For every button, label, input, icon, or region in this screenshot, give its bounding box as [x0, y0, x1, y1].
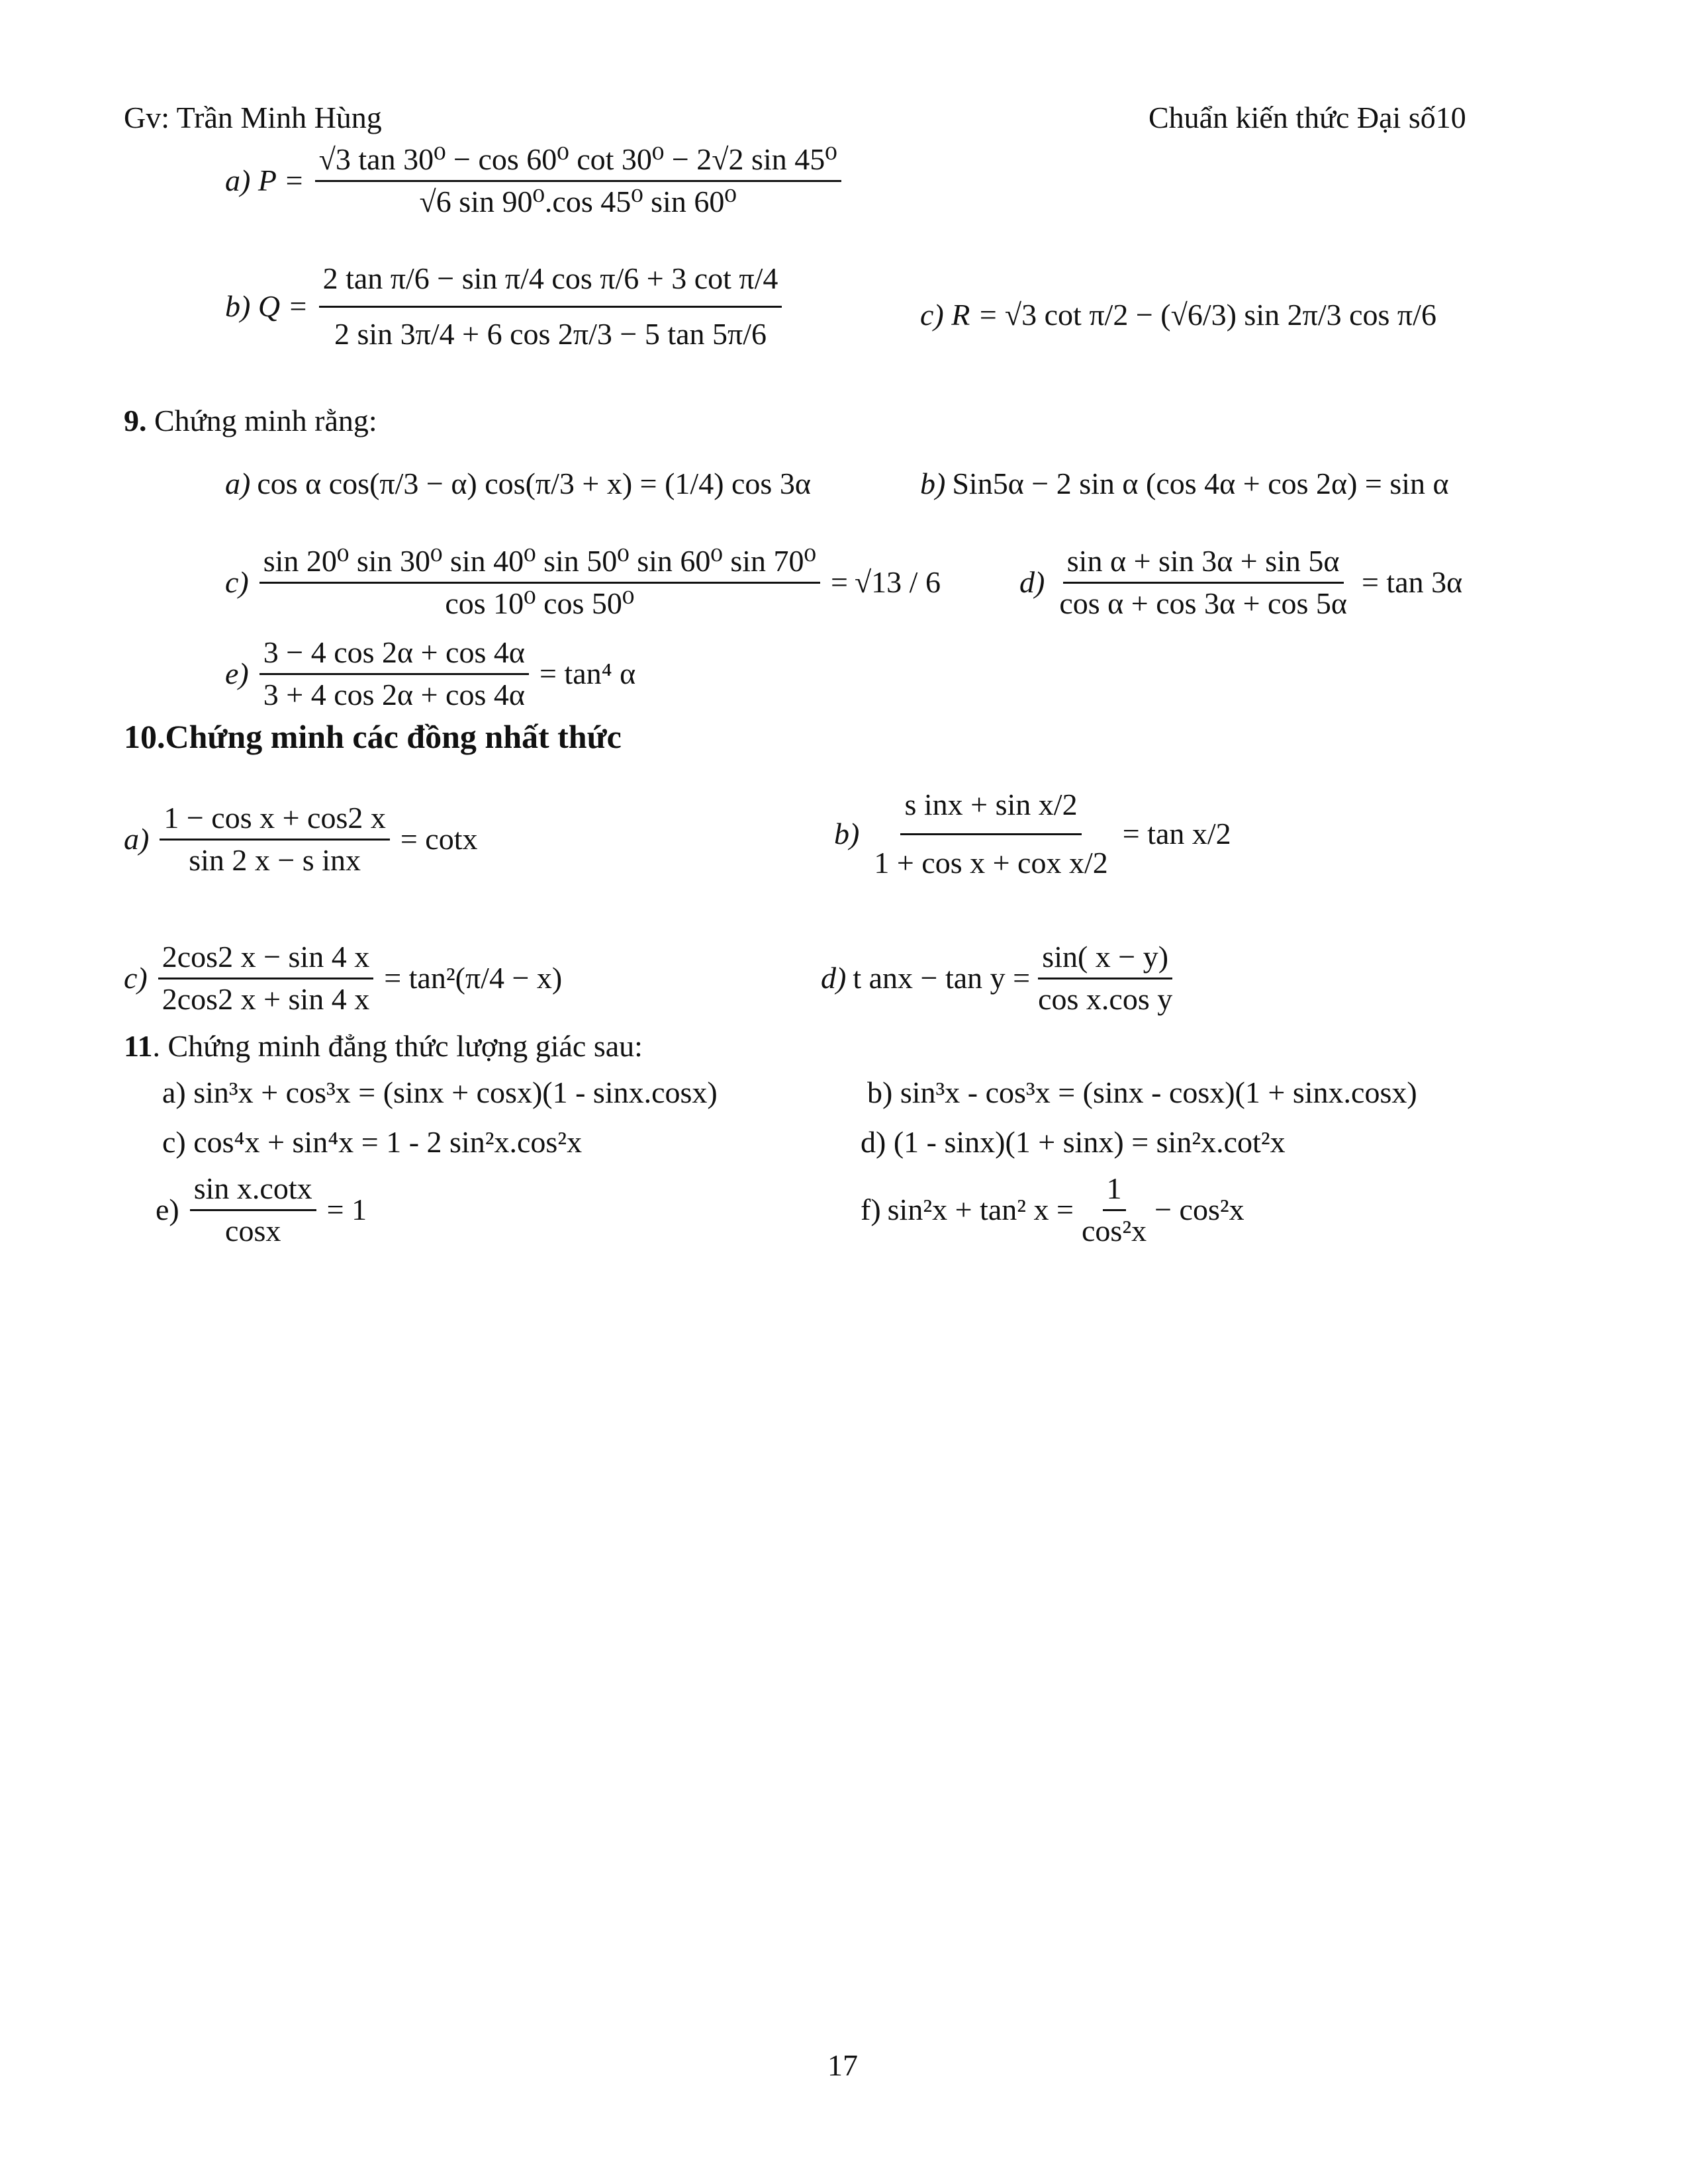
header-teacher: Gv: Trần Minh Hùng: [124, 101, 382, 134]
p10a-rhs: = cotx: [400, 821, 478, 856]
p10c-denominator: 2cos2 x + sin 4 x: [162, 981, 370, 1016]
page-number: 17: [827, 2048, 858, 2082]
p11f: [861, 1171, 1244, 1249]
p8c-label: c) R =: [920, 298, 998, 332]
p11b: b) sin³x - cos³x = (sinx - cosx)(1 + sinx.cosx): [867, 1075, 1417, 1109]
p8a-numerator: √3 tan 30⁰ − cos 60⁰ cot 30⁰ − 2√2 sin 45⁰: [315, 142, 841, 182]
p9a-expression: cos α cos(π/3 − α) cos(π/3 + x) = (1/4) cos 3α: [257, 467, 811, 500]
p8a: [225, 142, 845, 220]
p10b-rhs: = tan x/2: [1122, 816, 1231, 850]
p10b: [834, 788, 1231, 881]
p9b: [920, 467, 1449, 502]
p10d-numerator: sin( x − y): [1038, 940, 1172, 979]
p11e-fraction: [190, 1171, 316, 1249]
p8a-label: a) P =: [225, 163, 305, 197]
p9c-fraction: [259, 544, 820, 621]
p10c-rhs: = tan²(π/4 − x): [384, 960, 563, 995]
p9b-expression: Sin5α − 2 sin α (cos 4α + cos 2α) = sin α: [952, 467, 1449, 500]
p9e-numerator: 3 − 4 cos 2α + cos 4α: [259, 635, 529, 675]
p8b: [225, 261, 786, 352]
p10c-numerator: 2cos2 x − sin 4 x: [158, 940, 373, 979]
p10a-denominator: sin 2 x − s inx: [189, 842, 361, 877]
p9a: [225, 467, 811, 502]
p11a: a) sin³x + cos³x = (sinx + cosx)(1 - sinx.cosx): [162, 1075, 718, 1109]
p10c-fraction: [158, 940, 373, 1017]
p10-heading: 10.Chứng minh các đồng nhất thức: [124, 718, 622, 755]
p9-heading: [124, 404, 377, 439]
p9c-denominator: cos 10⁰ cos 50⁰: [445, 586, 635, 620]
p8b-label: b) Q =: [225, 289, 308, 323]
p11f-lhs: sin²x + tan² x =: [887, 1192, 1074, 1226]
p9-number: 9.: [124, 404, 147, 437]
p9d-numerator: sin α + sin 3α + sin 5α: [1063, 544, 1344, 584]
p9a-label: a): [225, 467, 251, 500]
p10d: [821, 940, 1180, 1017]
p8b-numerator: 2 tan π/6 − sin π/4 cos π/6 + 3 cot π/4: [319, 261, 782, 308]
p8a-fraction: [315, 142, 841, 220]
p11e-label: e): [156, 1192, 179, 1226]
p10b-numerator: s inx + sin x/2: [900, 788, 1081, 835]
p9e-fraction: [259, 635, 529, 713]
p10a-label: a): [124, 821, 150, 856]
p11f-numerator: 1: [1103, 1171, 1126, 1211]
p9d-fraction: [1055, 544, 1351, 621]
p9e: [225, 635, 635, 713]
p8a-denominator: √6 sin 90⁰.cos 45⁰ sin 60⁰: [419, 184, 737, 218]
p11f-rhs: − cos²x: [1154, 1192, 1244, 1226]
p11e-numerator: sin x.cotx: [190, 1171, 316, 1211]
p9d-label: d): [1019, 565, 1045, 599]
p11e: [156, 1171, 367, 1249]
p10b-denominator: 1 + cos x + cox x/2: [874, 845, 1108, 880]
p11e-denominator: cosx: [225, 1213, 281, 1248]
p10c-label: c): [124, 960, 148, 995]
p11f-fraction: [1078, 1171, 1150, 1249]
p9d-rhs: = tan 3α: [1361, 565, 1463, 599]
p8b-fraction: [319, 261, 782, 352]
p10a-fraction: [160, 801, 390, 878]
p9d: [1019, 544, 1462, 621]
p10a-numerator: 1 − cos x + cos2 x: [160, 801, 390, 841]
p10d-label: d): [821, 960, 847, 995]
p11e-rhs: = 1: [326, 1192, 367, 1226]
p11-heading: [124, 1029, 643, 1064]
p9c: [225, 544, 941, 621]
p10d-lhs: t anx − tan y =: [853, 960, 1031, 995]
p9b-label: b): [920, 467, 946, 500]
p8b-denominator: 2 sin 3π/4 + 6 cos 2π/3 − 5 tan 5π/6: [334, 316, 767, 351]
p11f-denominator: cos²x: [1082, 1213, 1147, 1248]
p11-number: 11: [124, 1029, 153, 1063]
p9c-equals: =: [830, 565, 848, 599]
p9c-label: c): [225, 565, 249, 599]
p9-title: Chứng minh rằng:: [146, 404, 377, 437]
p9e-rhs: = tan⁴ α: [539, 656, 636, 690]
p9e-denominator: 3 + 4 cos 2α + cos 4α: [263, 677, 525, 711]
p11d: d) (1 - sinx)(1 + sinx) = sin²x.cot²x: [861, 1125, 1286, 1159]
p9d-denominator: cos α + cos 3α + cos 5α: [1059, 586, 1347, 620]
p8c-expression: √3 cot π/2 − (√6/3) sin 2π/3 cos π/6: [1004, 298, 1436, 332]
p10d-fraction: [1034, 940, 1176, 1017]
p10b-label: b): [834, 816, 860, 850]
p9c-numerator: sin 20⁰ sin 30⁰ sin 40⁰ sin 50⁰ sin 60⁰ sin 70⁰: [259, 544, 820, 584]
header-subject: Chuẩn kiến thức Đại số10: [1149, 101, 1466, 134]
p11f-label: f): [861, 1192, 881, 1226]
p10d-denominator: cos x.cos y: [1038, 981, 1173, 1016]
p8c: [920, 298, 1436, 333]
p9c-rhs: √13 / 6: [854, 565, 941, 599]
p10b-fraction: [870, 788, 1111, 881]
p11c: c) cos⁴x + sin⁴x = 1 - 2 sin²x.cos²x: [162, 1125, 583, 1159]
p11-title: . Chứng minh đẳng thức lượng giác sau:: [152, 1029, 643, 1063]
p10a: [124, 801, 478, 878]
p10c: [124, 940, 562, 1017]
p9e-label: e): [225, 656, 249, 690]
